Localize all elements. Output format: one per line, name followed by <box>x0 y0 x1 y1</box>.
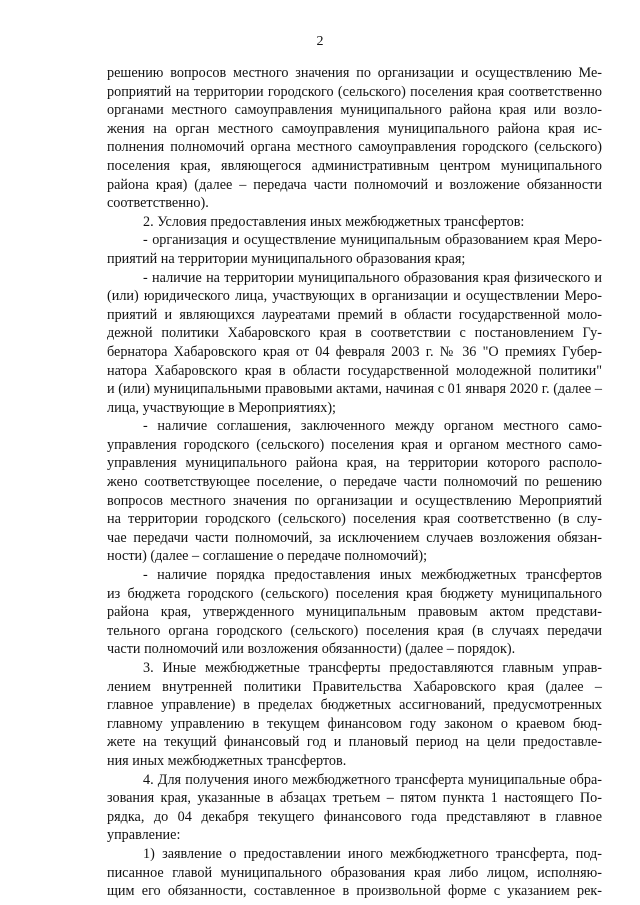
text-line: 3. Иные межбюджетные трансферты предоставляются главным управ- <box>143 660 602 676</box>
text-line: управления городского (сельского) поселения края и органом местного само- <box>107 436 602 453</box>
text-line: главное управление) в пределах бюджетных ассигнований, предусмотренных <box>107 697 602 714</box>
text-line: натора Хабаровского края в области государственной молодежной политики" <box>107 362 602 379</box>
text-line: района края) (далее – передача части полномочий и возложение обязанности <box>107 176 602 193</box>
text-line: щим его обязанности, составленное в произвольной форме с указанием рек- <box>107 883 602 900</box>
text-line: чае передачи части полномочий, за исключением случаев возложения обязан- <box>107 529 602 546</box>
text-line: бернатора Хабаровского края от 04 февраля 2003 г. № 36 "О премиях Губер- <box>107 343 602 360</box>
page-number: 2 <box>316 34 324 49</box>
text-line: поселения края, являющегося административным центром муниципального <box>107 157 602 174</box>
text-line: лица, участвующие в Мероприятиях); <box>107 399 336 416</box>
text-line: органами местного самоуправления муниципального района края или возло- <box>107 102 602 119</box>
text-line: писанное главой муниципального образования края либо лицом, исполняю- <box>107 864 602 881</box>
text-line: части полномочий или возложения обязанности) (далее – порядок). <box>107 641 516 658</box>
text-line: - организация и осуществление муниципальным образованием края Меро- <box>143 232 602 249</box>
text-line: ности) (далее – соглашение о передаче полномочий); <box>107 548 428 565</box>
text-line: из бюджета городского (сельского) поселения края бюджету муниципального <box>107 585 602 602</box>
document-body <box>107 64 602 901</box>
text-line: приятий на территории муниципального образования края; <box>107 250 466 267</box>
text-line: - наличие порядка предоставления иных межбюджетных трансфертов <box>143 567 602 584</box>
text-line: района края, утвержденного муниципальным правовым актом представи- <box>107 604 602 621</box>
text-line: зования края, указанные в абзацах третьем – пятом пункта 1 настоящего По- <box>107 790 602 807</box>
paragraph <box>107 231 602 268</box>
text-line: соответственно). <box>107 195 209 212</box>
text-line: (или) юридического лица, участвующих в организации и осуществлении Меро- <box>107 288 602 305</box>
text-line: 1) заявление о предоставлении иного межбюджетного трансферта, под- <box>143 845 602 862</box>
text-line: жения на орган местного самоуправления муниципального района края ис- <box>107 120 602 137</box>
text-line: полнения полномочий органа местного самоуправления городского (сельского) <box>107 139 602 156</box>
text-line: - наличие на территории муниципального образования края физического и <box>143 269 602 286</box>
text-line: жете на текущий финансовый год и плановый период на цели предоставле- <box>107 734 602 751</box>
text-line: дежной политики Хабаровского края в соответствии с постановлением Гу- <box>107 325 602 342</box>
text-line: главному управлению в текущем финансовом году законом о краевом бюд- <box>107 715 602 732</box>
text-line: лением внутренней политики Правительства Хабаровского края (далее – <box>107 678 602 695</box>
text-line: 2. Условия предоставления иных межбюджетных трансфертов: <box>143 213 525 230</box>
text-line: управления муниципального района края, на территории которого располо- <box>107 455 602 472</box>
paragraph <box>107 845 602 901</box>
text-line: тельного органа городского (сельского) поселения края (в случаях передачи <box>107 622 602 639</box>
text-line: ния иных межбюджетных трансфертов. <box>107 752 347 769</box>
paragraph <box>107 269 602 418</box>
text-line: 4. Для получения иного межбюджетного трансферта муниципальные обра- <box>143 771 602 788</box>
text-line: и (или) муниципальными правовыми актами, начиная с 01 января 2020 г. (далее – <box>107 381 602 398</box>
paragraph <box>107 213 602 232</box>
text-line: решению вопросов местного значения по организации и осуществлению Ме- <box>107 65 602 81</box>
paragraph <box>107 64 602 213</box>
text-line: вопросов местного значения по организации и осуществлению Мероприятий <box>107 492 602 509</box>
text-line: роприятий на территории городского (сельского) поселения края соответственно <box>107 83 602 100</box>
paragraph <box>107 771 602 845</box>
text-line: на территории городского (сельского) поселения края соответственно (в слу- <box>107 511 602 528</box>
text-line: жено соответствующее поселение, о передаче части полномочий по решению <box>107 474 602 491</box>
text-line: рядка, до 04 декабря текущего финансового года представляют в главное <box>107 808 602 825</box>
paragraph <box>107 417 602 566</box>
text-line: - наличие соглашения, заключенного между органом местного само- <box>143 418 602 435</box>
text-line: управление: <box>107 827 181 844</box>
paragraph <box>107 566 602 659</box>
paragraph <box>107 659 602 771</box>
text-line: приятий и являющихся лауреатами премий в области государственной моло- <box>107 306 602 323</box>
